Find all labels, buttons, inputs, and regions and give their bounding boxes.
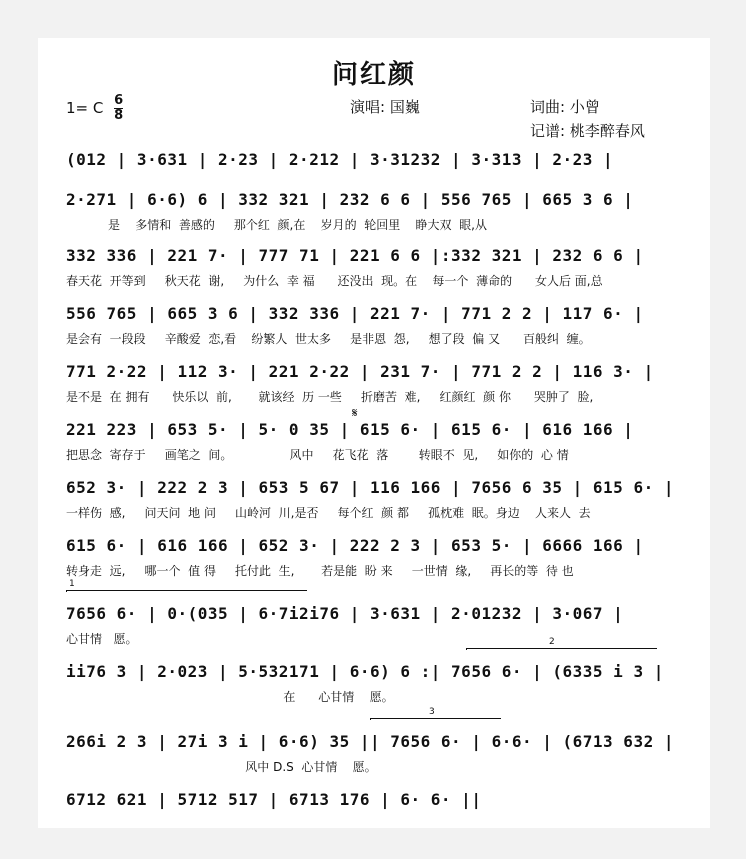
second-ending-number: 2 (549, 637, 555, 647)
time-sig-top: 6 (114, 93, 124, 108)
segno-sign: 𝄋 (352, 406, 358, 421)
notation-line: 615 6· | 616 166 | 652 3· | 222 2 3 | 653 5· | 6666 166 | (66, 536, 644, 555)
lyrics-line: 转身走 远, 哪一个 值 得 托付此 生, 若是能 盼 来 一世情 缘, 再长的等 待 也 (66, 564, 574, 578)
lyricist-credit: 词曲: 小曾 (530, 98, 600, 116)
lyrics-line: 风中 D.S 心甘情 愿。 (66, 760, 377, 774)
sheet-page (38, 38, 710, 828)
notation-line: 556 765 | 665 3 6 | 332 336 | 221 7· | 771 2 2 | 117 6· | (66, 304, 644, 323)
lyrics-line: 春天花 开等到 秋天花 谢, 为什么 幸 福 还没出 现。在 每一个 薄命的 女人后 面,总 (66, 274, 603, 288)
notation-line: 266i 2 3 | 27i 3 i | 6·6) 35 || 7656 6· | 6·6· | (6713 632 | (66, 732, 674, 751)
third-ending-bracket (370, 707, 501, 720)
notation-line: 2·271 | 6·6) 6 | 332 321 | 232 6 6 | 556 765 | 665 3 6 | (66, 190, 634, 209)
lyrics-line: 是 多情和 善感的 那个红 颜,在 岁月的 轮回里 睁大双 眼,从 (66, 218, 487, 232)
first-ending-number: 1 (69, 579, 75, 589)
notation-line: ii76 3 | 2·023 | 5·532171 | 6·6) 6 :| 7656 6· | (6335 i 3 | (66, 662, 664, 681)
lyrics-line: 是会有 一段段 辛酸爱 恋,看 纷繁人 世太多 是非恩 怨, 想了段 偏 又 百般纠 缠。 (66, 332, 591, 346)
third-ending-number: 3 (429, 707, 435, 717)
notation-line: 6712 621 | 5712 517 | 6713 176 | 6· 6· || (66, 790, 482, 809)
singer-credit: 演唱: 国巍 (350, 98, 420, 116)
notation-line: 332 336 | 221 7· | 777 71 | 221 6 6 |:332 321 | 232 6 6 | (66, 246, 644, 265)
time-signature (114, 94, 123, 123)
song-title: 问红颜 (331, 60, 416, 90)
time-sig-bottom: 8 (114, 108, 124, 123)
notation-line: 221 223 | 653 5· | 5· 0 35 | 615 6· | 615 6· | 616 166 | (66, 420, 634, 439)
notation-line: 652 3· | 222 2 3 | 653 5 67 | 116 166 | 7656 6 35 | 615 6· | (66, 478, 674, 497)
key-label: 1= C (66, 99, 104, 117)
notation-line: 7656 6· | 0·(035 | 6·7i2i76 | 3·631 | 2·01232 | 3·067 | (66, 604, 624, 623)
notation-line: (012 | 3·631 | 2·23 | 2·212 | 3·31232 | 3·313 | 2·23 | (66, 150, 614, 169)
key-signature (66, 94, 123, 123)
lyrics-line: 是不是 在 拥有 快乐以 前, 就该经 历 一些 折磨苦 难, 红颜红 颜 你 哭肿了 脸, (66, 390, 594, 404)
transcriber-credit: 记谱: 桃李醉春风 (530, 122, 645, 140)
first-ending-bracket (66, 579, 307, 592)
second-ending-bracket (466, 637, 657, 650)
lyrics-line: 把思念 寄存于 画笔之 间。 风中 花飞花 落 转眼不 见, 如你的 心 情 (66, 448, 569, 462)
lyrics-line: 心甘情 愿。 (66, 632, 138, 646)
notation-line: 771 2·22 | 112 3· | 221 2·22 | 231 7· | 771 2 2 | 116 3· | (66, 362, 654, 381)
lyrics-line: 在 心甘情 愿。 (66, 690, 394, 704)
lyrics-line: 一样伤 感, 问天问 地 问 山岭河 川,是否 每个红 颜 都 孤枕难 眠。身边 人来人 去 (66, 506, 591, 520)
